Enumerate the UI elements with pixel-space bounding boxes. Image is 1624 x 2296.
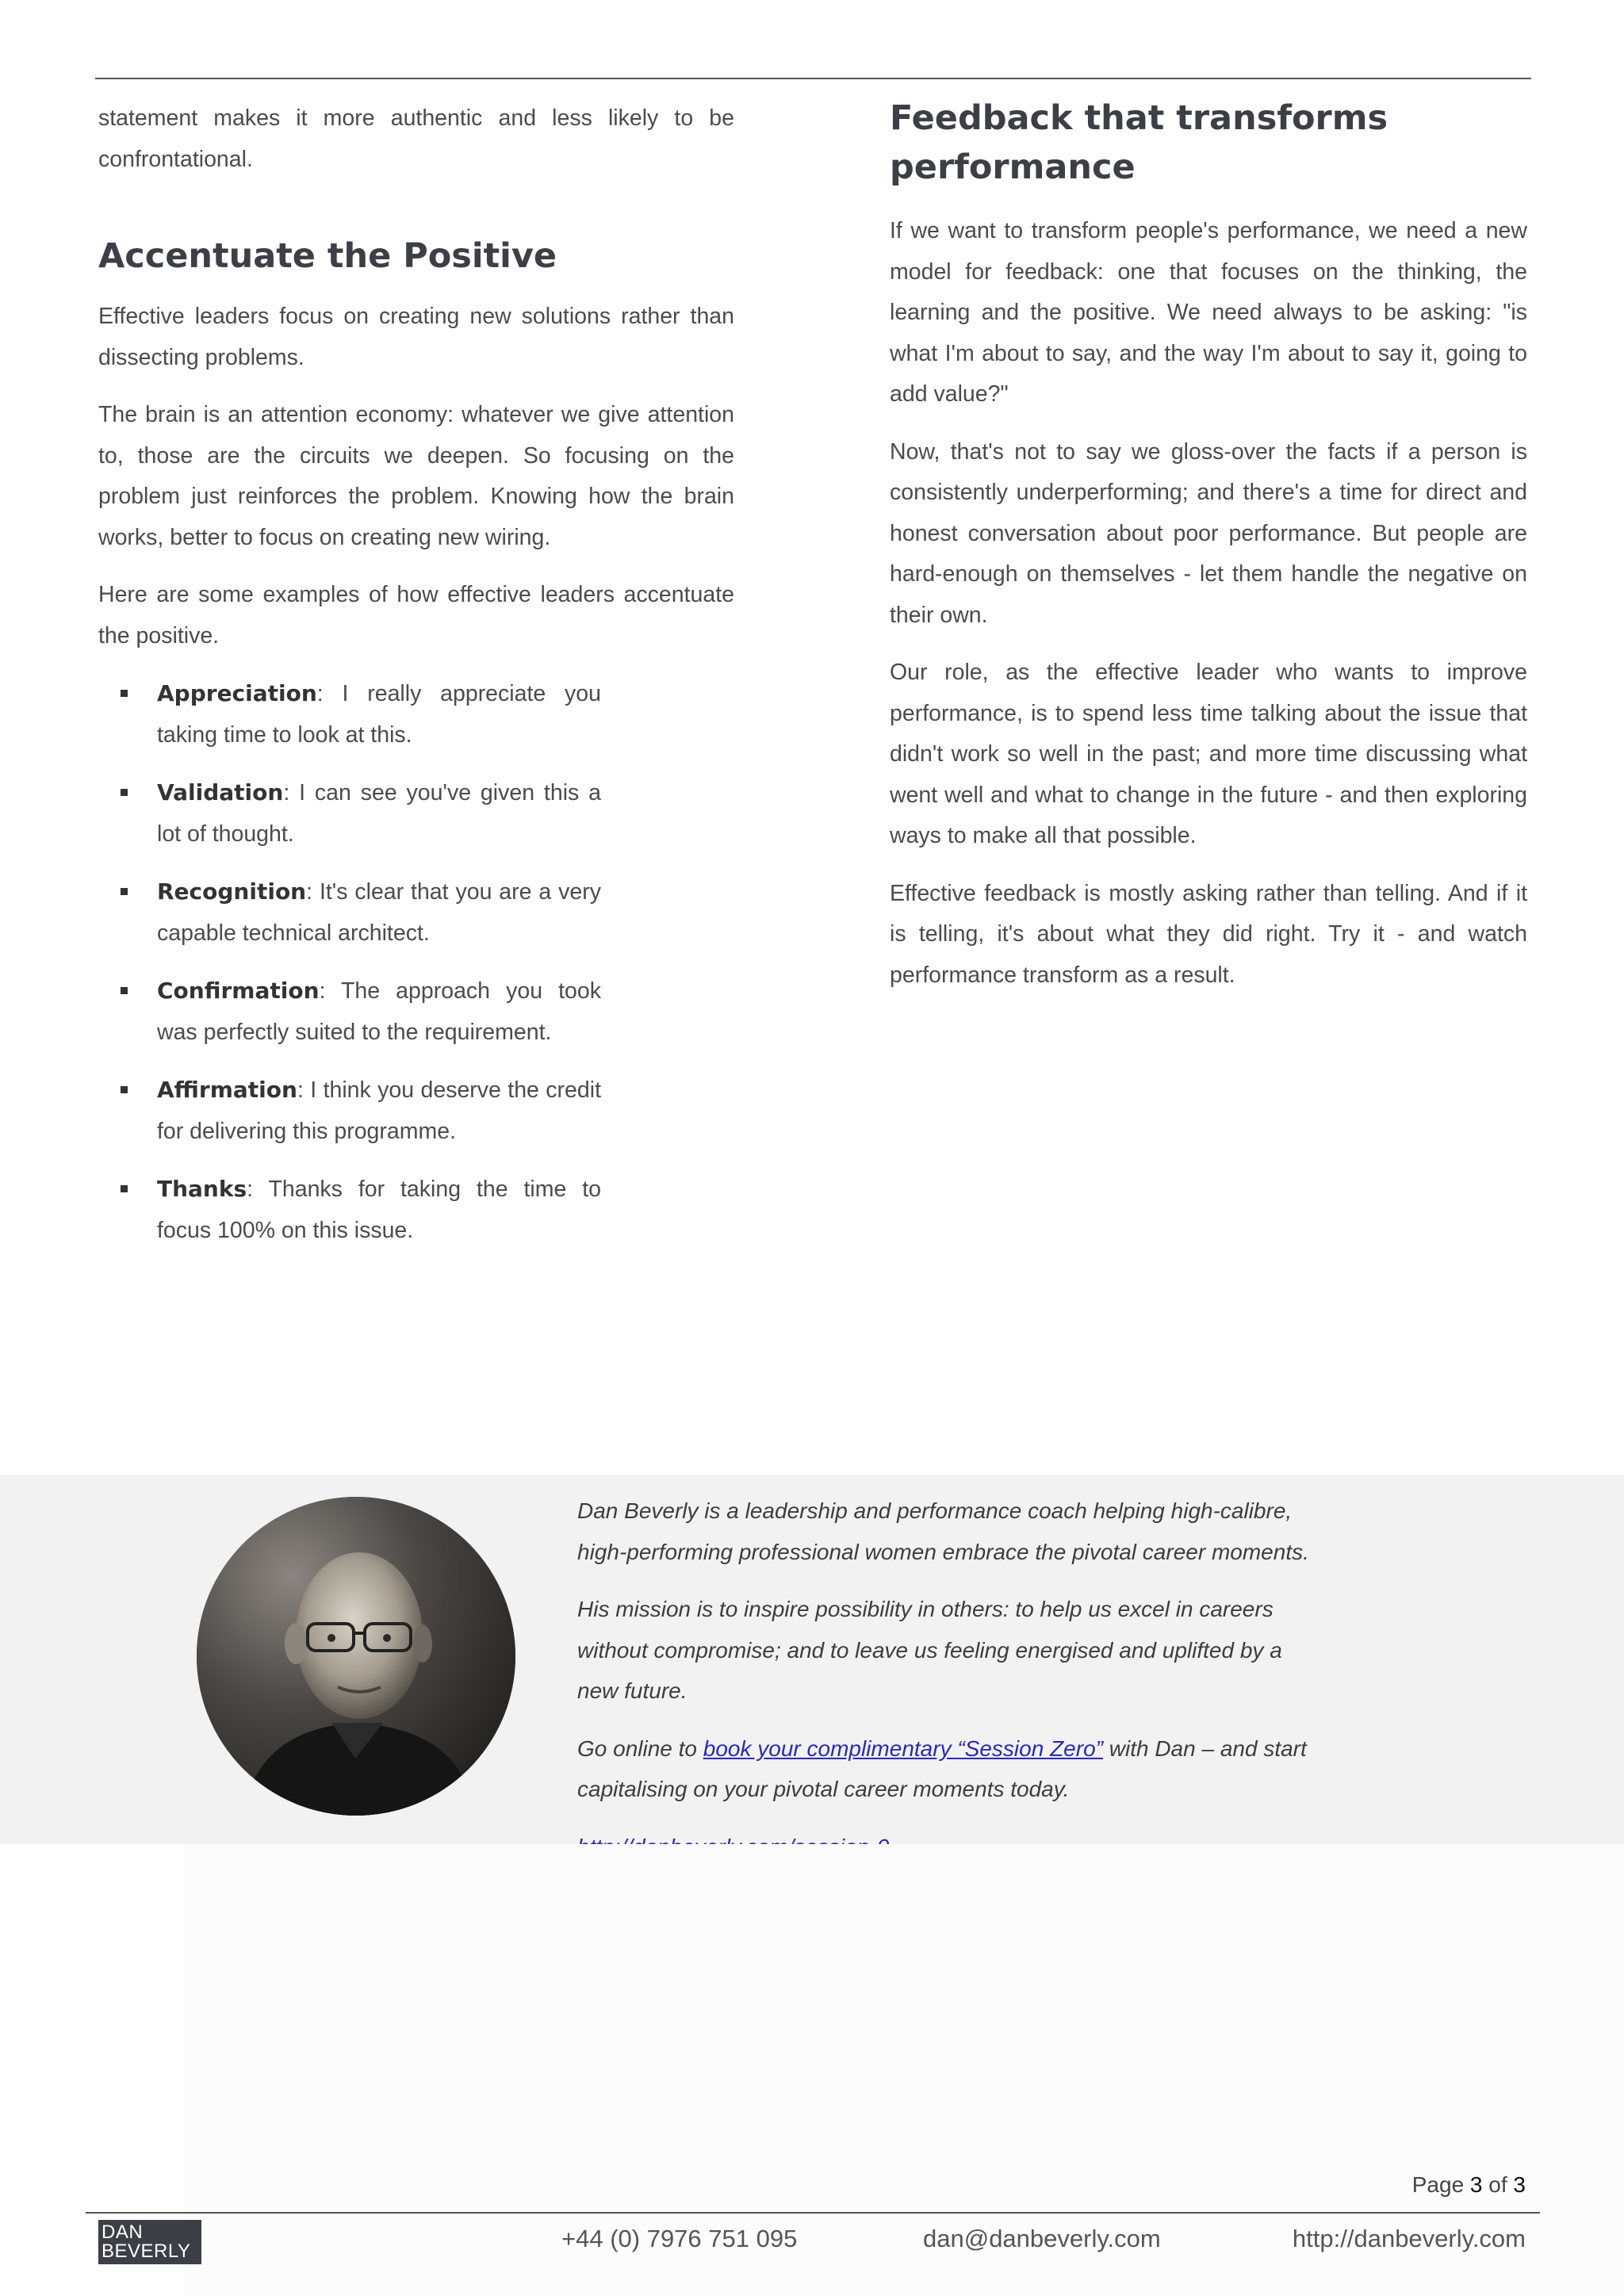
session-zero-link[interactable]: book your complimentary “Session Zero” — [703, 1735, 1103, 1761]
list-item — [98, 772, 601, 855]
section-heading-accentuate: Accentuate the Positive — [98, 236, 557, 276]
paragraph: Effective feedback is mostly asking rather than telling. And if it is telling, it's about what they did right. Try it - and watch performance transform as a result. — [890, 880, 1527, 988]
page-current: 3 — [1469, 2172, 1483, 2197]
list-item — [98, 871, 601, 954]
paragraph: Here are some examples of how effective leaders accentuate the positive. — [98, 582, 734, 649]
bio-paragraph — [577, 1728, 1323, 1810]
footer-phone: +44 (0) 7976 751 095 — [561, 2225, 798, 2252]
list-item-text: : I think you deserve the credit for delivering this programme. — [157, 1077, 601, 1144]
list-item-term: Thanks — [157, 1176, 247, 1202]
right-column — [890, 94, 1527, 1012]
paragraph: If we want to transform people's performance, we need a new model for feedback: one that focuses on the thinking, the learning and the positive. We need always to be asking: "is what I'm about to say, and the way I'm about to say it, going to add value?" — [890, 218, 1527, 407]
section-heading-feedback: Feedback that transforms performance — [890, 98, 1388, 187]
list-item-text: : It's clear that you are a very capable technical architect. — [157, 879, 601, 946]
bullet-square-icon — [121, 690, 128, 697]
author-portrait-photo — [197, 1497, 515, 1816]
page-of: of — [1482, 2172, 1514, 2197]
page-label: Page — [1411, 2172, 1470, 2197]
list-item — [98, 1169, 601, 1251]
bio-text-segment: Go online to — [577, 1735, 703, 1761]
left-column — [98, 98, 734, 1268]
list-item-term: Validation — [157, 779, 284, 806]
paragraph: Our role, as the effective leader who wants to improve performance, is to spend less time talking about the issue that didn't work so well in the past; and more time discussing what went well and what to change in the future - and then exploring ways to make all that possible. — [890, 660, 1527, 848]
examples-list — [98, 673, 601, 1251]
bullet-square-icon — [121, 1185, 128, 1192]
author-bio — [577, 1490, 1323, 1884]
bio-paragraph: Dan Beverly is a leadership and performance coach helping high-calibre, high-performing professional women embrace the pivotal career moments. — [577, 1498, 1309, 1564]
list-item-term: Confirmation — [157, 978, 320, 1004]
bullet-square-icon — [121, 888, 128, 895]
bullet-square-icon — [121, 1086, 128, 1093]
bullet-square-icon — [121, 987, 128, 994]
list-item-text: : I can see you've given this a lot of thought. — [157, 780, 601, 847]
intro-continuation: statement makes it more authentic and less likely to be confrontational. — [98, 105, 734, 172]
list-item-text: : Thanks for taking the time to focus 100% on this issue. — [157, 1177, 601, 1243]
list-item — [98, 1070, 601, 1152]
bio-text-segment: with Dan – and start capitalising on your pivotal career moments today. — [577, 1735, 1307, 1801]
list-item-term: Affirmation — [157, 1077, 297, 1103]
dan-beverly-logo — [98, 2220, 201, 2264]
header-rule — [95, 78, 1531, 79]
paragraph: Now, that's not to say we gloss-over the facts if a person is consistently underperforming; and there's a time for direct and honest conversation about poor performance. But people are hard-enough on themselves - let them handle the negative on their own. — [890, 438, 1527, 628]
list-item-term: Recognition — [157, 878, 307, 905]
page-total: 3 — [1513, 2172, 1526, 2197]
list-item-text: : The approach you took was perfectly suited to the requirement. — [157, 978, 601, 1045]
footer-rule — [86, 2212, 1540, 2214]
list-item — [98, 673, 601, 756]
list-item-text: : I really appreciate you taking time to look at this. — [157, 681, 601, 748]
bio-paragraph: His mission is to inspire possibility in others: to help us excel in careers without compromise; and to leave us feeling energised and uplifted by a new future. — [577, 1597, 1282, 1703]
logo-line-2: BEVERLY — [102, 2241, 191, 2262]
paragraph: The brain is an attention economy: whatever we give attention to, those are the circuits we deepen. So focusing on the problem just reinforces the problem. Knowing how the brain works, better to focus on creating new wiring. — [98, 402, 734, 550]
bullet-square-icon — [121, 789, 128, 796]
list-item-term: Appreciation — [157, 680, 317, 706]
page-number — [1412, 2172, 1526, 2198]
footer-website: http://danbeverly.com — [1292, 2225, 1526, 2252]
logo-line-1: DAN — [102, 2221, 144, 2243]
footer-email: dan@danbeverly.com — [923, 2225, 1161, 2252]
paragraph: Effective leaders focus on creating new solutions rather than dissecting problems. — [98, 304, 734, 370]
list-item — [98, 970, 601, 1053]
